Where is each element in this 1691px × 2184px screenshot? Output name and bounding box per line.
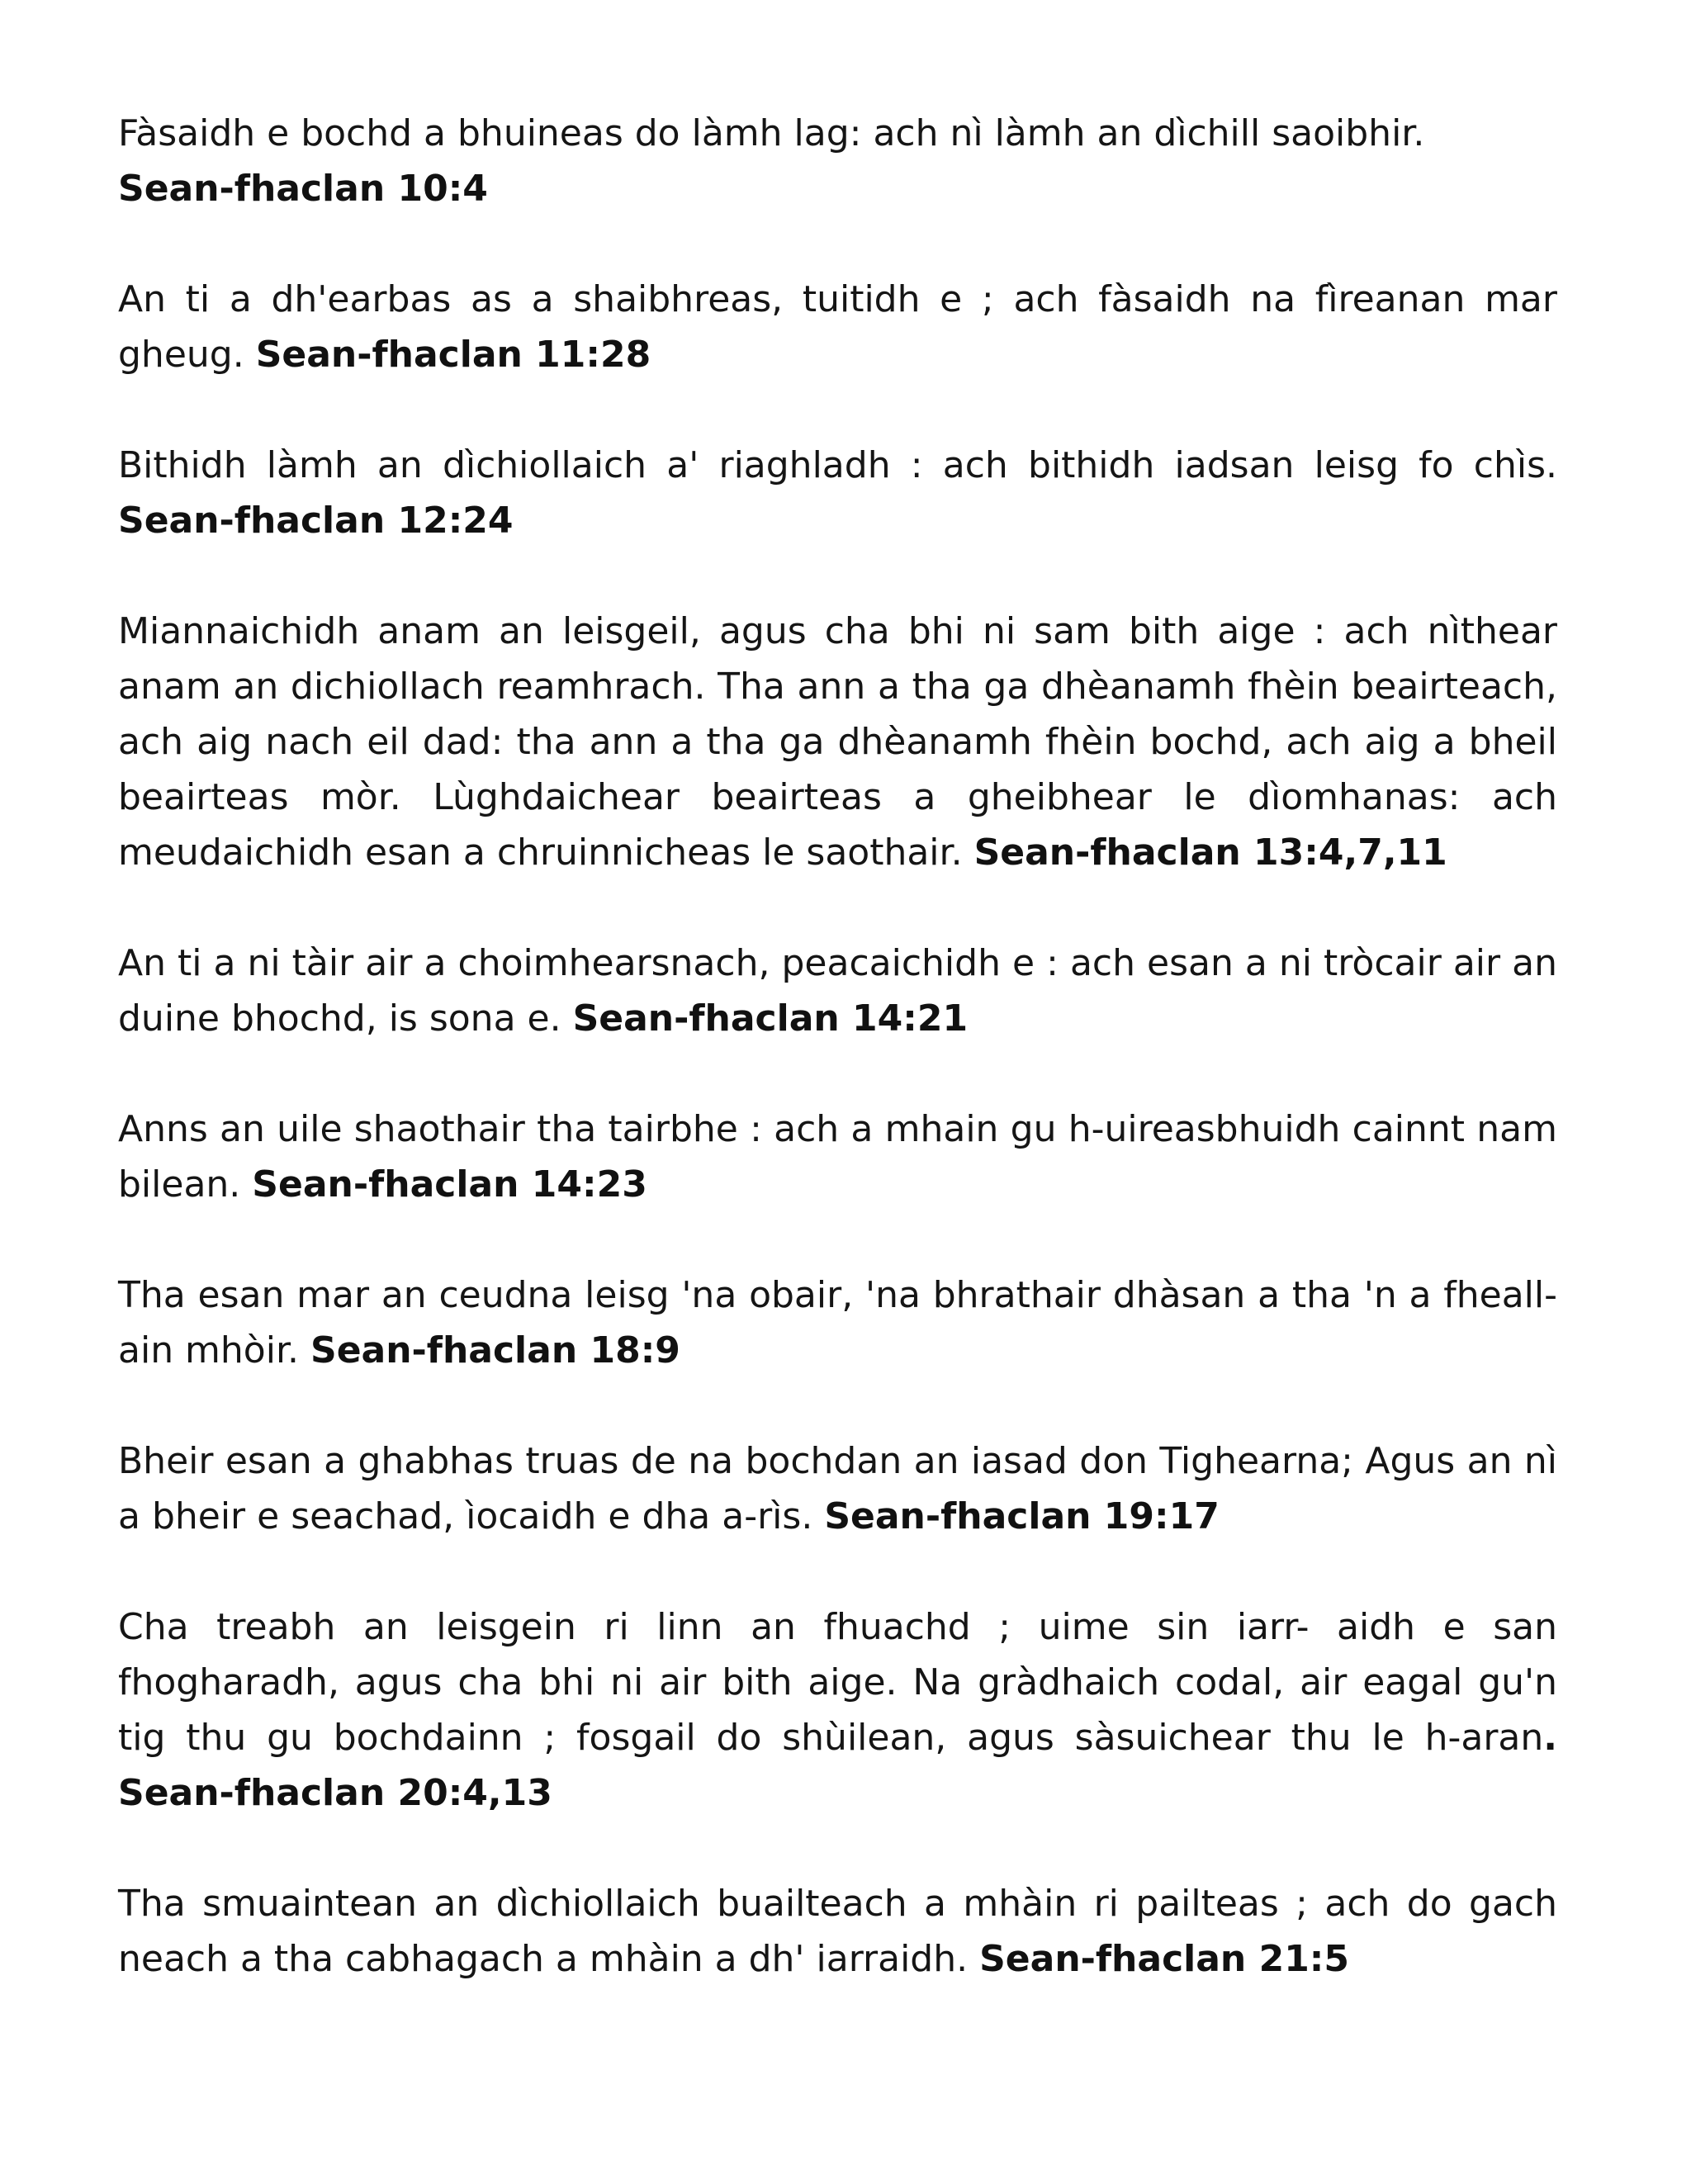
- passage-text: Cha treabh an leisgein ri linn an fhuachd ; uime sin iarr- aidh e san fhogharadh, agus cha bhi ni air bith aige. Na gràdhaich codal, air eagal gu'n tig thu gu bochdainn ; fosgail do shùilean, agus sàsuichear thu le h-aran: [118, 1606, 1557, 1759]
- passage-10: [118, 1876, 1557, 1987]
- passage-text: An ti a ni tàir air a choimhearsnach, peacaichidh e : ach esan a ni tròcair air an duine bhochd, is sona e.: [118, 942, 1557, 1040]
- passage-2: [118, 272, 1557, 382]
- verse-reference: Sean-fhaclan 14:23: [252, 1163, 647, 1206]
- passage-9: [118, 1599, 1557, 1821]
- verse-reference: Sean-fhaclan 18:9: [310, 1329, 680, 1372]
- passage-text: An ti a dh'earbas as a shaibhreas, tuitidh e ; ach fàsaidh na fìreanan mar gheug.: [118, 278, 1557, 376]
- verse-reference: Sean-fhaclan 21:5: [979, 1938, 1350, 1980]
- passage-text: Anns an uile shaothair tha tairbhe : ach a mhain gu h-uireasbhuidh cainnt nam bilean.: [118, 1108, 1557, 1206]
- document-page: [118, 106, 1557, 1987]
- verse-reference: . Sean-fhaclan 20:4,13: [118, 1717, 1557, 1814]
- passage-8: [118, 1433, 1557, 1544]
- verse-reference: Sean-fhaclan 14:21: [572, 997, 969, 1040]
- passage-4: [118, 604, 1557, 880]
- verse-reference: Sean-fhaclan 19:17: [824, 1495, 1220, 1537]
- passage-7: [118, 1267, 1557, 1378]
- verse-reference: Sean-fhaclan 13:4,7,11: [973, 831, 1447, 874]
- verse-reference: Sean-fhaclan 10:4: [118, 168, 488, 210]
- passage-6: [118, 1101, 1557, 1212]
- passage-text: Tha smuaintean an dìchiollaich buailteach a mhàin ri pailteas ; ach do gach neach a tha cabhagach a mhàin a dh' iarraidh.: [118, 1883, 1557, 1980]
- passage-3: [118, 438, 1557, 548]
- passage-text: Bheir esan a ghabhas truas de na bochdan an iasad don Tighearna; Agus an nì a bheir e seachad, ìocaidh e dha a-rìs.: [118, 1440, 1557, 1537]
- passage-1: [118, 106, 1557, 216]
- passage-text: Miannaichidh anam an leisgeil, agus cha bhi ni sam bith aige : ach nìthear anam an dichiollach reamhrach. Tha ann a tha ga dhèanamh fhèin beairteach, ach aig nach eil dad: tha ann a tha ga dhèanamh fhèin bochd, ach aig a bheil beairteas mòr. Lùghdaichear beairteas a gheibhear le dìomhanas: ach meudaichidh esan a chruinnicheas le saothair.: [118, 610, 1557, 874]
- passage-5: [118, 936, 1557, 1046]
- passage-text: Tha esan mar an ceudna leisg 'na obair, 'na bhrathair dhàsan a tha 'n a fheall- ain mhòir.: [118, 1274, 1557, 1372]
- verse-reference: Sean-fhaclan 11:28: [255, 334, 651, 376]
- passage-text: Bithidh làmh an dìchiollaich a' riaghladh : ach bithidh iadsan leisg fo chìs.: [118, 444, 1557, 486]
- verse-reference: Sean-fhaclan 12:24: [118, 500, 514, 542]
- passage-text: Fàsaidh e bochd a bhuineas do làmh lag: ach nì làmh an dìchill saoibhir.: [118, 112, 1425, 154]
